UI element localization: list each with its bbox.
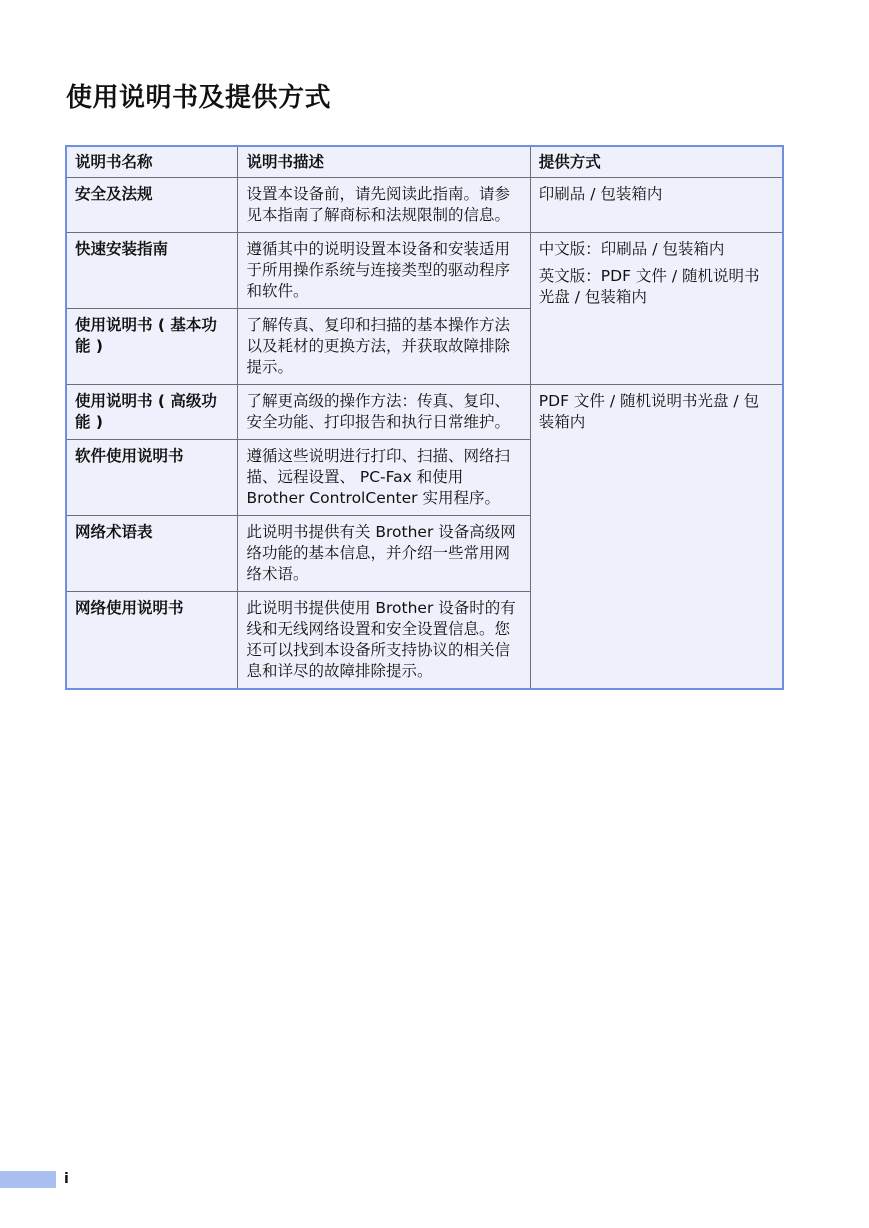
manual-name-cell: 使用说明书 ( 高级功能 ) (66, 385, 238, 440)
provision-line: 印刷品 / 包装箱内 (538, 185, 663, 203)
table-row (66, 233, 783, 309)
header-provision-method: 提供方式 (530, 146, 783, 178)
manual-description-cell: 此说明书提供有关 Brother 设备高级网络功能的基本信息，并介绍一些常用网络术语。 (238, 516, 530, 592)
manual-table (65, 145, 784, 690)
page-title: 使用说明书及提供方式 (66, 83, 332, 113)
provision-cell (530, 178, 783, 233)
manual-name-cell: 快速安装指南 (66, 233, 238, 309)
header-manual-name: 说明书名称 (66, 146, 238, 178)
manual-description-cell: 遵循这些说明进行打印、扫描、网络扫描、远程设置、 PC-Fax 和使用 Brother ControlCenter 实用程序。 (238, 440, 530, 516)
table-row (66, 178, 783, 233)
manual-name-cell: 软件使用说明书 (66, 440, 238, 516)
manual-description-cell: 设置本设备前，请先阅读此指南。请参见本指南了解商标和法规限制的信息。 (238, 178, 530, 233)
header-manual-description: 说明书描述 (238, 146, 530, 178)
manual-name-cell: 安全及法规 (66, 178, 238, 233)
provision-line: 中文版：印刷品 / 包装箱内 (538, 240, 725, 258)
manual-name-cell: 使用说明书 ( 基本功能 ) (66, 309, 238, 385)
provision-cell (530, 385, 783, 690)
manual-description-cell: 此说明书提供使用 Brother 设备时的有线和无线网络设置和安全设置信息。您还可以找到本设备所支持协议的相关信息和详尽的故障排除提示。 (238, 592, 530, 690)
provision-line: PDF 文件 / 随机说明书光盘 / 包装箱内 (538, 392, 760, 431)
table-header-row (66, 146, 783, 178)
page-marker-bar (0, 1171, 56, 1188)
manual-name-cell: 网络术语表 (66, 516, 238, 592)
manual-description-cell: 了解传真、复印和扫描的基本操作方法以及耗材的更换方法，并获取故障排除提示。 (238, 309, 530, 385)
page-number: i (64, 1171, 69, 1187)
provision-line: 英文版：PDF 文件 / 随机说明书光盘 / 包装箱内 (538, 267, 760, 306)
manual-description-cell: 遵循其中的说明设置本设备和安装适用于所用操作系统与连接类型的驱动程序和软件。 (238, 233, 530, 309)
table-row (66, 385, 783, 440)
manual-description-cell: 了解更高级的操作方法：传真、复印、安全功能、打印报告和执行日常维护。 (238, 385, 530, 440)
manual-name-cell: 网络使用说明书 (66, 592, 238, 690)
provision-cell (530, 233, 783, 385)
